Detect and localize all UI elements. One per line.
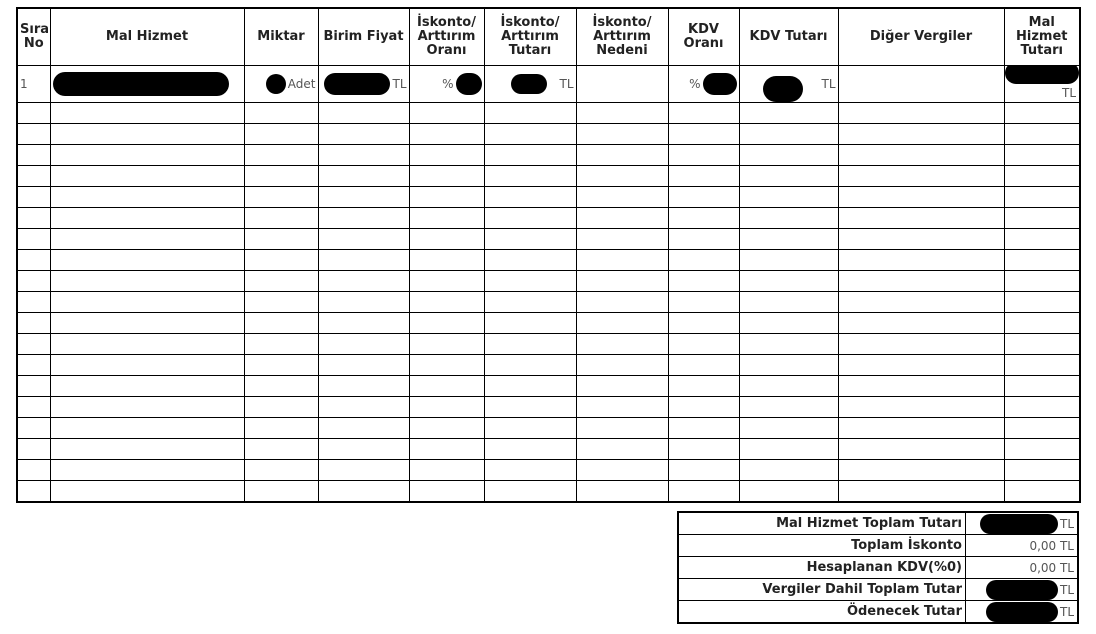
header-iskonto-orani: İskonto/ Arttırım Oranı	[409, 8, 484, 66]
empty-cell	[409, 334, 484, 355]
empty-cell	[838, 145, 1004, 166]
empty-cell	[318, 334, 409, 355]
table-row	[17, 439, 1080, 460]
empty-cell	[484, 481, 576, 503]
empty-cell	[838, 334, 1004, 355]
redaction-mark	[986, 602, 1058, 622]
empty-cell	[318, 418, 409, 439]
empty-cell	[484, 250, 576, 271]
header-iskonto-tutari: İskonto/ Arttırım Tutarı	[484, 8, 576, 66]
totals-value	[966, 579, 1079, 601]
table-row	[17, 208, 1080, 229]
empty-cell	[576, 124, 668, 145]
empty-cell	[50, 103, 244, 124]
empty-cell	[576, 334, 668, 355]
table-row	[17, 481, 1080, 503]
empty-cell	[739, 376, 838, 397]
empty-cell	[244, 460, 318, 481]
totals-label: Ödenecek Tutar	[678, 601, 966, 624]
totals-value	[966, 601, 1079, 624]
currency-label: TL	[1061, 86, 1076, 100]
empty-cell	[318, 439, 409, 460]
empty-cell	[50, 124, 244, 145]
empty-cell	[17, 166, 50, 187]
empty-cell	[668, 313, 739, 334]
empty-cell	[739, 187, 838, 208]
empty-cell	[668, 103, 739, 124]
empty-cell	[17, 208, 50, 229]
empty-cell	[484, 313, 576, 334]
empty-cell	[318, 145, 409, 166]
empty-cell	[576, 397, 668, 418]
empty-cell	[318, 250, 409, 271]
empty-cell	[739, 418, 838, 439]
table-row	[17, 292, 1080, 313]
currency-label: TL	[392, 77, 407, 91]
empty-cell	[244, 418, 318, 439]
totals-row	[678, 601, 1078, 624]
redaction-mark	[511, 74, 547, 94]
unit-label: Adet	[287, 77, 316, 91]
empty-cell	[484, 145, 576, 166]
empty-cell	[244, 292, 318, 313]
empty-cell	[17, 250, 50, 271]
empty-cell	[244, 376, 318, 397]
currency-label: TL	[559, 77, 574, 91]
empty-cell	[244, 250, 318, 271]
empty-cell	[1004, 271, 1080, 292]
header-sira-no: Sıra No	[17, 8, 50, 66]
unit-price-cell	[318, 66, 409, 103]
empty-cell	[838, 124, 1004, 145]
empty-cell	[484, 355, 576, 376]
empty-cell	[1004, 103, 1080, 124]
empty-cell	[739, 460, 838, 481]
empty-cell	[50, 418, 244, 439]
empty-cell	[576, 166, 668, 187]
totals-row	[678, 557, 1078, 579]
empty-cell	[739, 103, 838, 124]
table-row	[17, 103, 1080, 124]
table-row	[17, 460, 1080, 481]
header-kdv-orani: KDV Oranı	[668, 8, 739, 66]
empty-cell	[739, 439, 838, 460]
empty-cell	[576, 313, 668, 334]
empty-cell	[244, 103, 318, 124]
empty-cell	[1004, 418, 1080, 439]
empty-cell	[668, 187, 739, 208]
empty-cell	[17, 103, 50, 124]
empty-cell	[244, 271, 318, 292]
empty-cell	[50, 481, 244, 503]
empty-cell	[50, 460, 244, 481]
empty-cell	[1004, 460, 1080, 481]
empty-cell	[576, 376, 668, 397]
empty-cell	[318, 460, 409, 481]
table-row	[17, 250, 1080, 271]
empty-cell	[576, 439, 668, 460]
discount-reason-cell	[576, 66, 668, 103]
empty-cell	[739, 250, 838, 271]
empty-cell	[668, 250, 739, 271]
vat-rate-cell	[668, 66, 739, 103]
redaction-mark	[703, 73, 737, 95]
empty-cell	[50, 355, 244, 376]
table-row	[17, 166, 1080, 187]
empty-cell	[1004, 481, 1080, 503]
empty-cell	[838, 481, 1004, 503]
empty-cell	[50, 187, 244, 208]
empty-cell	[739, 355, 838, 376]
empty-cell	[739, 229, 838, 250]
empty-cell	[409, 145, 484, 166]
empty-cell	[409, 355, 484, 376]
empty-cell	[318, 208, 409, 229]
currency-label: TL	[1059, 582, 1074, 597]
empty-cell	[484, 208, 576, 229]
empty-cell	[409, 439, 484, 460]
totals-value	[966, 512, 1079, 535]
empty-cell	[576, 460, 668, 481]
empty-cell	[668, 460, 739, 481]
empty-cell	[50, 166, 244, 187]
empty-cell	[244, 397, 318, 418]
empty-cell	[17, 481, 50, 503]
empty-cell	[484, 397, 576, 418]
empty-cell	[739, 292, 838, 313]
table-row	[17, 229, 1080, 250]
empty-cell	[484, 166, 576, 187]
table-row	[17, 187, 1080, 208]
totals-row	[678, 535, 1078, 557]
empty-cell	[1004, 376, 1080, 397]
empty-cell	[838, 397, 1004, 418]
empty-cell	[244, 439, 318, 460]
empty-cell	[1004, 145, 1080, 166]
totals-label: Vergiler Dahil Toplam Tutar	[678, 579, 966, 601]
empty-cell	[838, 418, 1004, 439]
empty-cell	[244, 124, 318, 145]
empty-cell	[1004, 208, 1080, 229]
empty-cell	[668, 355, 739, 376]
totals-table	[677, 511, 1079, 624]
empty-cell	[576, 481, 668, 503]
quantity-cell	[244, 66, 318, 103]
empty-cell	[17, 292, 50, 313]
empty-cell	[244, 208, 318, 229]
totals-value: 0,00 TL	[966, 535, 1079, 557]
empty-cell	[576, 145, 668, 166]
header-miktar: Miktar	[244, 8, 318, 66]
percent-label: %	[689, 77, 701, 91]
empty-cell	[409, 166, 484, 187]
empty-cell	[50, 334, 244, 355]
empty-cell	[838, 313, 1004, 334]
table-row	[17, 271, 1080, 292]
empty-cell	[484, 124, 576, 145]
empty-cell	[50, 376, 244, 397]
empty-cell	[409, 376, 484, 397]
empty-cell	[50, 250, 244, 271]
empty-cell	[484, 460, 576, 481]
empty-cell	[318, 166, 409, 187]
empty-cell	[244, 313, 318, 334]
discount-rate-cell	[409, 66, 484, 103]
empty-cell	[739, 271, 838, 292]
empty-cell	[838, 250, 1004, 271]
table-row	[17, 66, 1080, 103]
empty-cell	[409, 208, 484, 229]
empty-cell	[576, 208, 668, 229]
empty-cell	[409, 460, 484, 481]
empty-cell	[668, 439, 739, 460]
empty-cell	[409, 250, 484, 271]
empty-cell	[668, 481, 739, 503]
other-taxes-cell	[838, 66, 1004, 103]
totals-row	[678, 579, 1078, 601]
empty-cell	[838, 103, 1004, 124]
invoice-items-table	[16, 7, 1081, 503]
empty-cell	[17, 334, 50, 355]
empty-cell	[576, 292, 668, 313]
empty-cell	[318, 187, 409, 208]
totals-label: Toplam İskonto	[678, 535, 966, 557]
empty-cell	[668, 166, 739, 187]
empty-cell	[318, 355, 409, 376]
totals-value: 0,00 TL	[966, 557, 1079, 579]
empty-cell	[50, 229, 244, 250]
empty-cell	[318, 229, 409, 250]
empty-cell	[484, 376, 576, 397]
empty-cell	[318, 397, 409, 418]
empty-cell	[838, 355, 1004, 376]
empty-cell	[318, 313, 409, 334]
currency-label: TL	[821, 77, 836, 91]
empty-cell	[668, 292, 739, 313]
totals-label: Hesaplanan KDV(%0)	[678, 557, 966, 579]
empty-cell	[409, 187, 484, 208]
empty-cell	[244, 229, 318, 250]
empty-cell	[409, 229, 484, 250]
empty-cell	[318, 271, 409, 292]
empty-cell	[1004, 292, 1080, 313]
empty-cell	[838, 460, 1004, 481]
empty-cell	[409, 418, 484, 439]
redaction-mark	[266, 74, 286, 94]
empty-cell	[50, 208, 244, 229]
empty-cell	[668, 376, 739, 397]
empty-cell	[244, 187, 318, 208]
empty-cell	[17, 124, 50, 145]
header-mal-hizmet: Mal Hizmet	[50, 8, 244, 66]
table-row	[17, 418, 1080, 439]
empty-cell	[318, 124, 409, 145]
empty-cell	[17, 313, 50, 334]
empty-cell	[318, 376, 409, 397]
header-diger-vergiler: Diğer Vergiler	[838, 8, 1004, 66]
empty-cell	[17, 418, 50, 439]
item-name-cell	[50, 66, 244, 103]
table-row	[17, 355, 1080, 376]
header-mal-hizmet-tutari: Mal Hizmet Tutarı	[1004, 8, 1080, 66]
empty-cell	[17, 397, 50, 418]
redaction-mark	[324, 73, 390, 95]
empty-cell	[668, 208, 739, 229]
redaction-mark	[1005, 66, 1079, 85]
empty-cell	[576, 355, 668, 376]
empty-cell	[739, 166, 838, 187]
empty-cell	[244, 166, 318, 187]
empty-cell	[668, 418, 739, 439]
totals-row	[678, 512, 1078, 535]
redaction-mark	[986, 580, 1058, 600]
empty-cell	[17, 376, 50, 397]
table-row	[17, 145, 1080, 166]
empty-cell	[576, 250, 668, 271]
empty-cell	[838, 292, 1004, 313]
empty-cell	[576, 229, 668, 250]
empty-cell	[17, 229, 50, 250]
empty-cell	[409, 481, 484, 503]
empty-cell	[244, 145, 318, 166]
table-row	[17, 376, 1080, 397]
empty-cell	[484, 292, 576, 313]
empty-cell	[50, 313, 244, 334]
empty-cell	[838, 439, 1004, 460]
empty-cell	[17, 145, 50, 166]
header-birim-fiyat: Birim Fiyat	[318, 8, 409, 66]
empty-cell	[576, 103, 668, 124]
table-row	[17, 397, 1080, 418]
percent-label: %	[442, 77, 454, 91]
empty-cell	[576, 418, 668, 439]
empty-cell	[50, 439, 244, 460]
redaction-mark	[53, 72, 229, 96]
empty-cell	[838, 271, 1004, 292]
empty-cell	[838, 376, 1004, 397]
header-iskonto-nedeni: İskonto/ Arttırım Nedeni	[576, 8, 668, 66]
empty-cell	[668, 334, 739, 355]
empty-cell	[668, 229, 739, 250]
currency-label: TL	[1059, 516, 1074, 531]
empty-cell	[409, 124, 484, 145]
empty-cell	[50, 271, 244, 292]
empty-cell	[244, 481, 318, 503]
empty-cell	[484, 229, 576, 250]
empty-cell	[409, 313, 484, 334]
empty-cell	[739, 313, 838, 334]
empty-cell	[1004, 334, 1080, 355]
empty-cell	[409, 397, 484, 418]
row-number: 1	[17, 66, 50, 103]
table-row	[17, 334, 1080, 355]
empty-cell	[668, 145, 739, 166]
empty-cell	[838, 208, 1004, 229]
empty-cell	[1004, 397, 1080, 418]
redaction-mark	[763, 76, 803, 102]
empty-cell	[1004, 250, 1080, 271]
empty-cell	[739, 124, 838, 145]
empty-cell	[244, 334, 318, 355]
empty-cell	[739, 481, 838, 503]
empty-cell	[1004, 355, 1080, 376]
empty-cell	[17, 439, 50, 460]
empty-cell	[1004, 187, 1080, 208]
empty-cell	[50, 145, 244, 166]
empty-cell	[244, 355, 318, 376]
empty-cell	[17, 460, 50, 481]
empty-cell	[739, 145, 838, 166]
empty-cell	[1004, 166, 1080, 187]
empty-cell	[1004, 124, 1080, 145]
empty-cell	[484, 271, 576, 292]
empty-cell	[409, 271, 484, 292]
empty-cell	[50, 292, 244, 313]
table-header-row	[17, 8, 1080, 66]
totals-label: Mal Hizmet Toplam Tutarı	[678, 512, 966, 535]
redaction-mark	[456, 73, 482, 95]
redaction-mark	[980, 514, 1058, 534]
empty-cell	[17, 271, 50, 292]
discount-amount-cell	[484, 66, 576, 103]
empty-cell	[484, 439, 576, 460]
empty-cell	[409, 292, 484, 313]
empty-cell	[17, 355, 50, 376]
empty-cell	[838, 229, 1004, 250]
currency-label: TL	[1059, 604, 1074, 619]
empty-cell	[409, 103, 484, 124]
empty-cell	[739, 208, 838, 229]
empty-cell	[484, 187, 576, 208]
empty-cell	[838, 166, 1004, 187]
empty-cell	[50, 397, 244, 418]
empty-cell	[739, 397, 838, 418]
vat-amount-cell	[739, 66, 838, 103]
empty-cell	[668, 124, 739, 145]
empty-cell	[1004, 313, 1080, 334]
table-row	[17, 313, 1080, 334]
empty-cell	[739, 334, 838, 355]
empty-cell	[17, 187, 50, 208]
empty-cell	[1004, 439, 1080, 460]
empty-cell	[318, 481, 409, 503]
empty-cell	[1004, 229, 1080, 250]
empty-cell	[318, 103, 409, 124]
line-total-cell	[1004, 66, 1080, 103]
empty-cell	[484, 103, 576, 124]
empty-cell	[668, 397, 739, 418]
empty-cell	[576, 271, 668, 292]
table-row	[17, 124, 1080, 145]
empty-cell	[484, 334, 576, 355]
empty-cell	[838, 187, 1004, 208]
empty-cell	[484, 418, 576, 439]
empty-cell	[668, 271, 739, 292]
header-kdv-tutari: KDV Tutarı	[739, 8, 838, 66]
empty-cell	[576, 187, 668, 208]
empty-cell	[318, 292, 409, 313]
